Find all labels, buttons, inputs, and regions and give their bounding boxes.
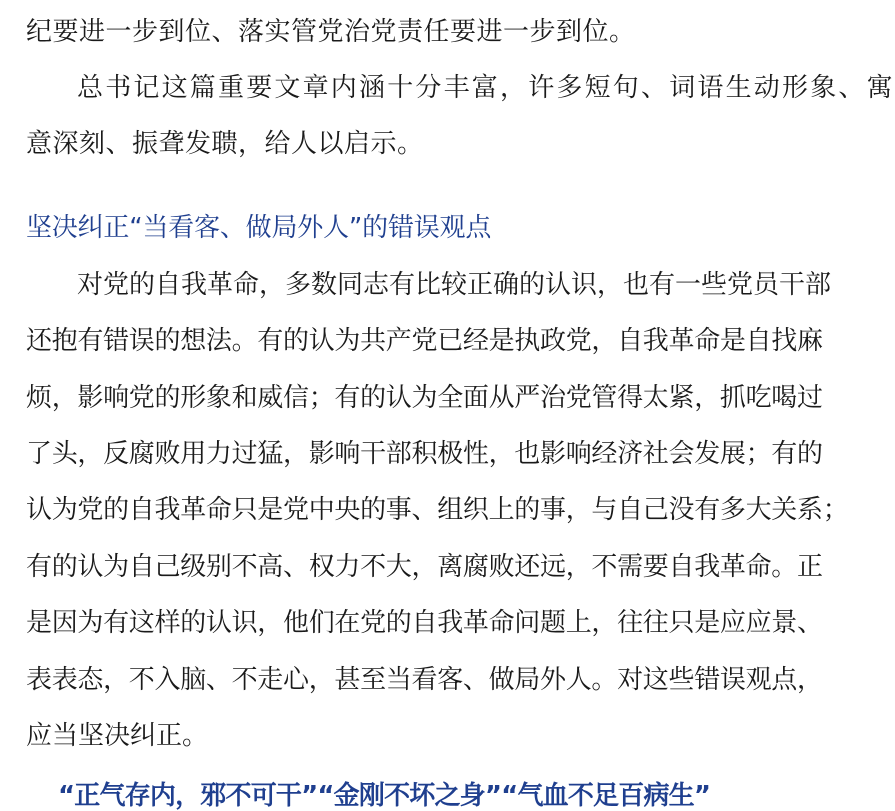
- paragraph-line: 认为党的自我革命只是党中央的事、组织上的事，与自己没有多大关系；: [26, 495, 849, 525]
- paragraph-line: 应当坚决纠正。: [26, 721, 209, 751]
- paragraph-line: 总书记这篇重要文章内涵十分丰富，许多短句、词语生动形象、寓: [77, 73, 895, 103]
- paragraph-line: 烦，影响党的形象和威信；有的认为全面从严治党管得太紧，抓吃喝过: [26, 383, 823, 413]
- next-section-heading: “正气存内，邪不可干”“金刚不坏之身”“气血不足百病生”: [58, 781, 711, 811]
- paragraph-line: 意深刻、振聋发聩，给人以启示。: [26, 129, 424, 159]
- paragraph-line: 了头，反腐败用力过猛，影响干部积极性，也影响经济社会发展；有的: [26, 439, 823, 469]
- paragraph-line: 表表态，不入脑、不走心，甚至当看客、做局外人。对这些错误观点，: [26, 665, 823, 695]
- paragraph-line: 对党的自我革命，多数同志有比较正确的认识，也有一些党员干部: [77, 270, 832, 300]
- section-heading: 坚决纠正“当看客、做局外人”的错误观点: [26, 213, 492, 243]
- paragraph-line: 纪要进一步到位、落实管党治党责任要进一步到位。: [26, 17, 636, 47]
- paragraph-line: 有的认为自己级别不高、权力不大，离腐败还远，不需要自我革命。正: [26, 552, 823, 582]
- paragraph-line: 还抱有错误的想法。有的认为共产党已经是执政党，自我革命是自找麻: [26, 326, 823, 356]
- paragraph-line: 是因为有这样的认识，他们在党的自我革命问题上，往往只是应应景、: [26, 608, 823, 638]
